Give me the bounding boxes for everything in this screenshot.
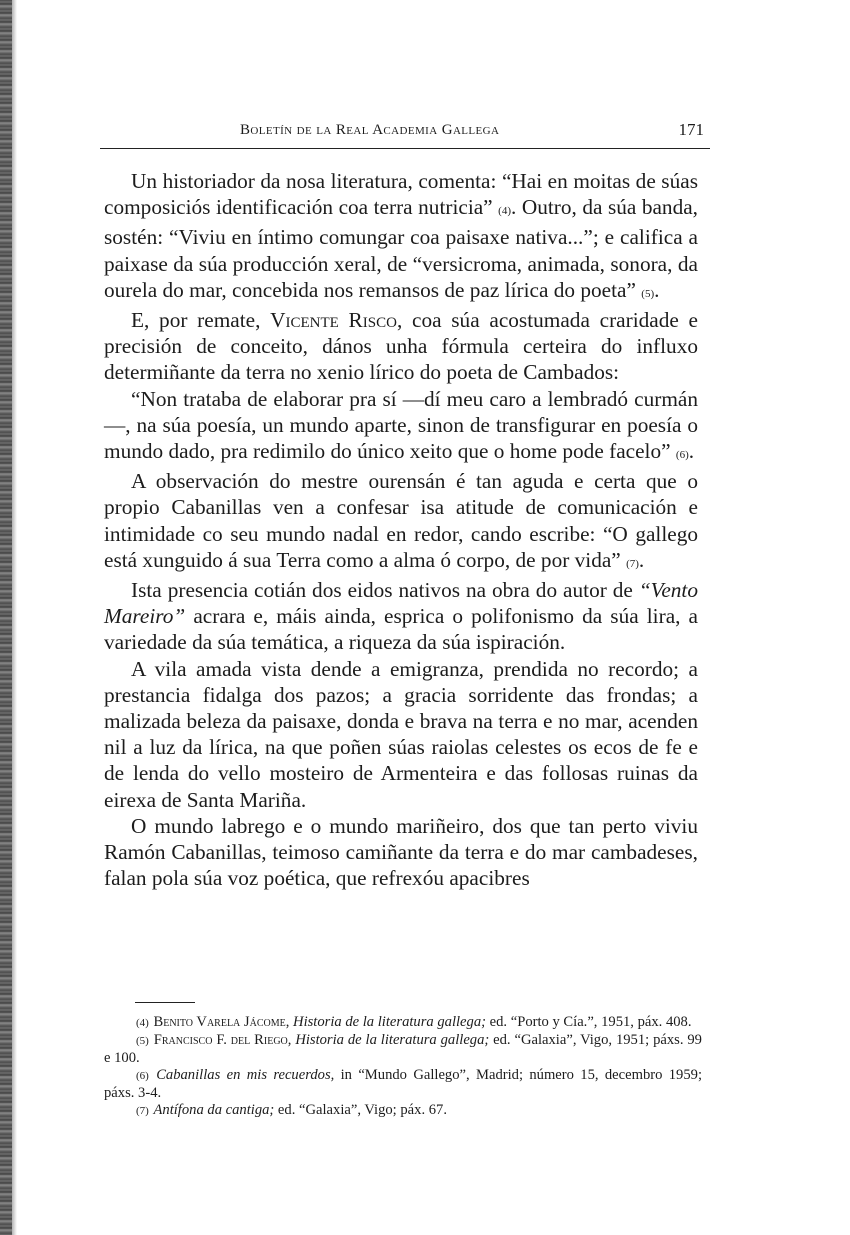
footnote-title: Historia de la literatura gallega; [295,1032,490,1048]
paragraph-1 [104,168,698,307]
work-title-vento-mareiro: “Vento Mareiro” [104,578,698,629]
paragraph-6: A vila amada vista dende a emigranza, prendida no recordo; a prestancia fidalga dos pazos; a gracia sorridente das frondas; a malizada beleza da paisaxe, donda e brava na terra e no mar, acenden nil a luz da lírica, na que poñen súas raiolas celestes os ecos de fe e de lenda do vello mosteiro de Armenteira e das follosas ruinas da eirexa de Santa Mariña. [104,656,698,812]
footnotes [104,1014,702,1120]
footnote-number: (5) [136,1035,149,1047]
paragraph-5-text-b: acrara e, máis ainda, esprica o polifonismo da súa lira, a variedade da súa temática, a riqueza da súa ispiración. [104,604,698,655]
footnote-separator [135,1002,195,1003]
footnote-ref-7: (7) [626,557,639,570]
paragraph-2 [104,307,698,386]
footnote-number: (7) [136,1105,149,1117]
paragraph-2-text-a: E, por remate, [131,308,271,333]
paragraph-5 [104,577,698,656]
footnote-title: Antífona da cantiga; [153,1102,275,1118]
paragraph-3-text-a: “Non trataba de elaborar pra sí —dí meu caro a lembradó curmán—, na súa poesía, un mundo aparte, sinon de transfigurar en poesía o mundo dado, pra redimilo do único xeito que o home pode facelo” [104,386,698,464]
page-number: 171 [678,120,704,139]
paragraph-5-text-a: Ista presencia cotián dos eidos nativos na obra do autor de [131,578,639,603]
footnote-title: Cabanillas en mis recuerdos, [156,1067,335,1083]
paragraph-1-text-a: Un historiador da nosa literatura, comenta: “Hai en moitas de súas composiciós identificación coa terra nutricia” [104,169,698,220]
scanned-page-edge [0,0,12,1235]
body-text [104,168,698,891]
footnote-details: in “Mundo Gallego”, Madrid; número 15, decembro 1959; páxs. 3-4. [104,1067,703,1101]
author-name-risco: Vicente Risco [270,308,397,333]
paragraph-2-text-b: , coa súa acostumada craridade e precisión de conceito, dános unha fórmula certeira do influxo determiñante da terra no xenio lírico do poeta de Cambados: [104,308,699,385]
journal-title: Boletín de la Real Academia Gallega [240,122,500,138]
footnote-details: ed. “Galaxia”, Vigo, 1951; páxs. 99 e 100. [104,1032,702,1066]
paragraph-3-quote [104,386,698,469]
footnote-details: ed. “Galaxia”, Vigo; páx. 67. [274,1102,447,1118]
running-header [100,120,710,149]
footnote-5 [104,1032,702,1067]
footnote-author: Benito Varela Jácome, [153,1014,290,1030]
footnote-4 [104,1014,702,1032]
footnote-ref-6: (6) [675,449,689,462]
paragraph-4-text-b: . [638,547,645,572]
footnote-number: (6) [136,1070,149,1082]
paragraph-3-text-b: . [688,439,695,464]
footnote-ref-5: (5) [641,287,655,300]
paragraph-1-text-b: . Outro, da súa banda, sostén: “Viviu en íntimo comungar coa paisaxe nativa...”; e califica a paixase da súa producción xeral, de “versicroma, animada, sonora, da ourela do mar, concebida nos remansos de paz lírica do poeta” [104,195,699,302]
footnote-title: Historia de la literatura gallega; [293,1014,486,1030]
paragraph-7: O mundo labrego e o mundo mariñeiro, dos que tan perto viviu Ramón Cabanillas, teimoso camiñante da terra e do mar cambadeses, falan pola súa voz poética, que refrexóu apacibres [104,813,698,891]
footnote-number: (4) [136,1017,149,1029]
paragraph-1-text-c: . [654,277,660,302]
footnote-details: ed. “Porto y Cía.”, 1951, páx. 408. [486,1014,692,1030]
paragraph-4 [104,468,698,577]
paragraph-4-text-a: A observación do mestre ourensán é tan aguda e certa que o propio Cabanillas ven a confesar isa atitude de comunicación e intimidade co seu mundo nadal en redor, cando escribe: “O gallego está xunguido á sua Terra como a alma ó corpo, de por vida” [104,469,698,572]
footnote-7 [104,1102,702,1120]
footnote-6 [104,1067,702,1102]
footnote-author: Francisco F. del Riego, [153,1032,292,1048]
footnote-ref-4: (4) [498,205,511,218]
